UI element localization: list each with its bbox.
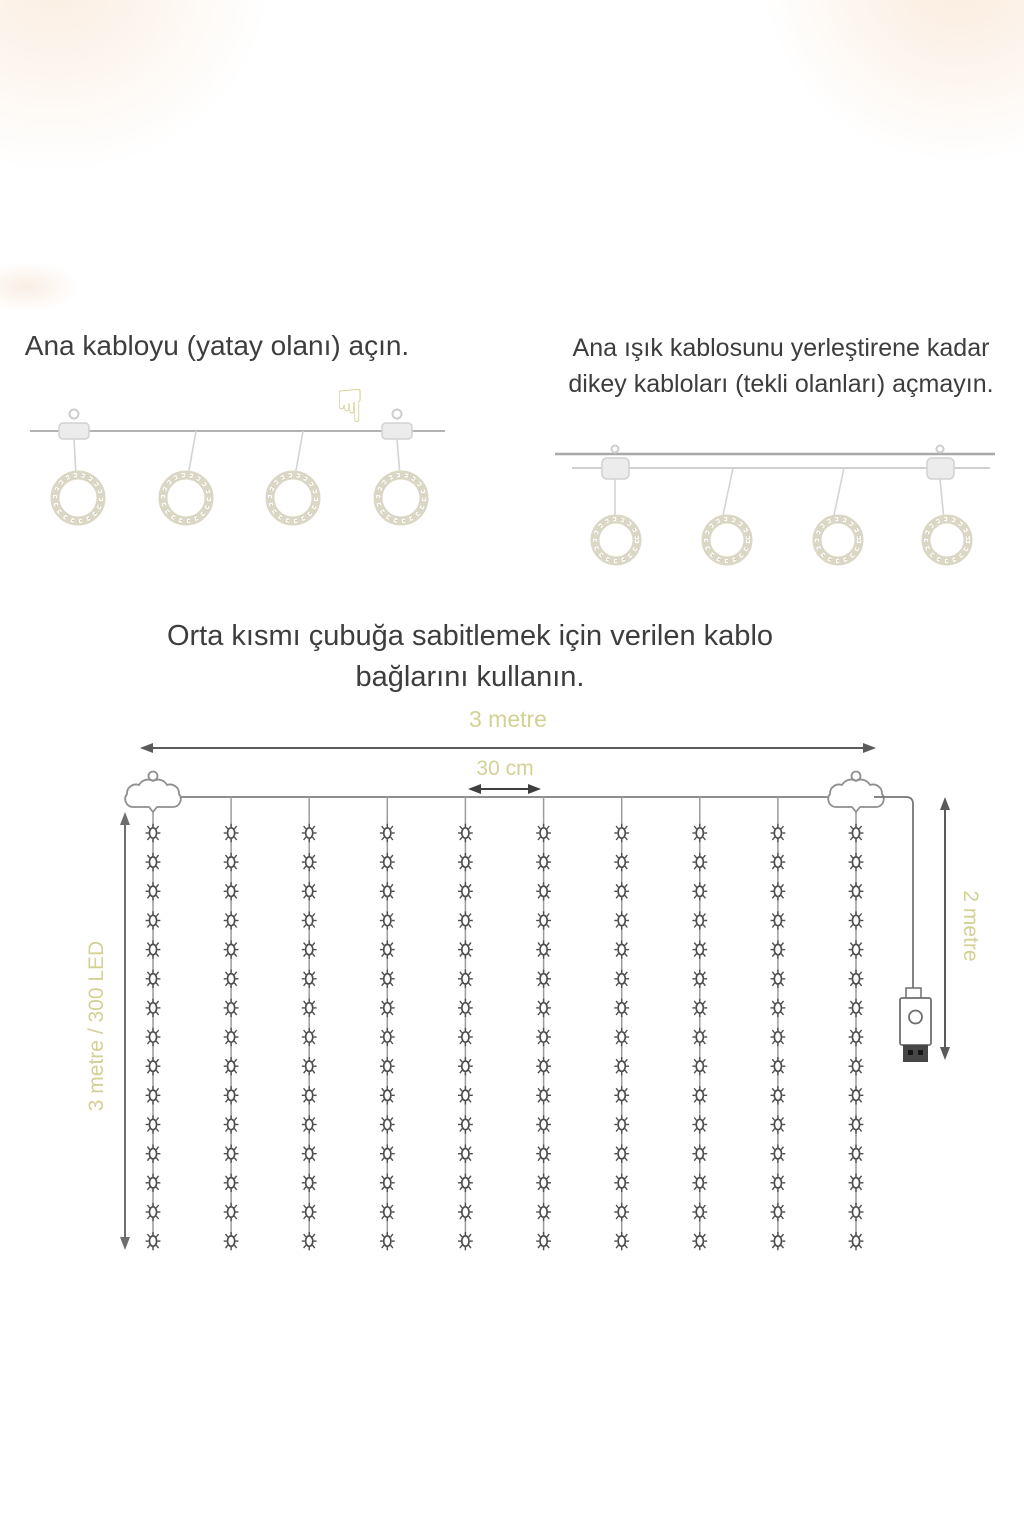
light-coil	[55, 475, 101, 521]
corner-glow-right	[744, 0, 1024, 180]
step2-heading	[546, 330, 1016, 403]
light-coil	[817, 519, 859, 561]
light-coil	[706, 519, 748, 561]
cable-clip	[59, 410, 89, 440]
pointing-hand-down-icon: ☟	[335, 379, 365, 433]
light-coil	[163, 475, 209, 521]
light-coil	[595, 519, 637, 561]
step3-text-line2: bağlarını kullanın.	[355, 660, 585, 693]
edge-glow-small	[0, 262, 80, 312]
width-measure-label: 3 metre	[469, 706, 547, 732]
step1-heading	[22, 326, 412, 365]
step1-illustration	[10, 370, 470, 550]
step3-text-line1: Orta kısmı çubuğa sabitlemek için verilen kablo	[166, 620, 774, 652]
step2-illustration	[540, 430, 1010, 600]
light-coil	[270, 475, 316, 521]
corner-glow-left	[0, 0, 290, 190]
step2-text-line1: Ana ışık kablosunu yerleştirene kadar	[572, 334, 990, 362]
curtain-diagram	[60, 700, 980, 1280]
height-led-measure-label: 3 metre / 300 LED	[85, 940, 108, 1112]
spacing-measure-label: 30 cm	[476, 757, 534, 780]
light-coils	[595, 519, 968, 561]
step1-text: Ana kabloyu (yatay olanı) açın.	[24, 330, 410, 361]
cable-clip	[602, 446, 629, 480]
drop-wires	[74, 431, 400, 476]
light-coil	[926, 519, 968, 561]
step3-heading	[118, 616, 822, 697]
cable-clip	[382, 410, 412, 440]
drop-wires	[615, 468, 944, 520]
curtain-graphics	[120, 743, 950, 1250]
cable-clip	[927, 446, 954, 480]
light-coil	[378, 475, 424, 521]
light-coils	[55, 475, 424, 521]
step2-text-line2: dikey kabloları (tekli olanları) açmayın.	[568, 370, 994, 399]
drop-measure-label: 2 metre	[959, 890, 982, 962]
